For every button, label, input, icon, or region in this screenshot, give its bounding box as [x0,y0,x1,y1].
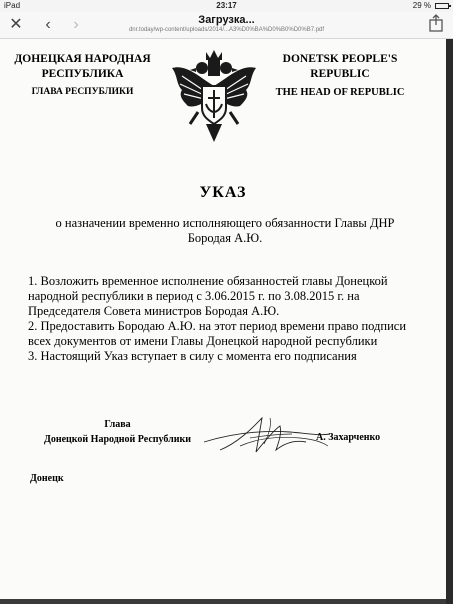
battery-percent: 29 % [412,1,431,10]
letterhead-left-line1: ДОНЕЦКАЯ НАРОДНАЯ [14,53,151,65]
city-label: Донецк [30,473,64,484]
url-display[interactable]: dnr.today/wp-content/uploads/2014/...A3%D0%BA%D0%B0%D0%B7.pdf [128,27,325,33]
letterhead-right-line2: REPUBLIC [310,68,370,80]
page-title: Загрузка... [198,14,255,26]
browser-nav-bar [0,12,453,39]
decree-item-2: 2. Предоставить Бородаю А.Ю. на этот период времени право подписи всех документов от имени Главы Донецкой народной республики [28,319,407,348]
signatory-title-line1: Глава [104,419,131,430]
signatory-title-line2: Донецкой Народной Республики [43,434,192,445]
chevron-right-icon[interactable]: › [73,16,79,33]
decree-title: УКАЗ [199,184,247,201]
letterhead-left-line2: РЕСПУБЛИКА [41,68,124,80]
letterhead-left-line3: ГЛАВА РЕСПУБЛИКИ [31,87,134,97]
letterhead-left [10,52,155,100]
page-edge-shadow [446,39,453,604]
share-icon[interactable] [426,14,446,34]
handwritten-signature [200,412,335,458]
page-bottom-shadow [0,599,446,604]
status-bar [0,0,453,12]
coat-of-arms-icon [168,46,260,146]
letterhead-right-line1: DONETSK PEOPLE'S [282,53,398,65]
chevron-left-icon[interactable]: ‹ [45,16,51,33]
letterhead-right-line3: THE HEAD OF REPUBLIC [275,87,405,98]
letterhead-right [272,52,408,100]
subject-line-1: о назначении временно исполняющего обязанности Главы ДНР [55,216,395,230]
signatory-title [30,417,205,447]
subject-line-2: Бородая А.Ю. [187,231,263,245]
battery-icon [435,3,449,9]
clock: 23:17 [216,1,237,10]
signatory-name: А. Захарченко [316,432,381,443]
carrier-label: iPad [4,1,21,10]
decree-item-1: 1. Возложить временное исполнение обязанностей главы Донецкой народной республики в период с 3.06.2015 г. по 3.08.2015 г. на Председателя Совета министров Бородая А.Ю. [28,274,388,318]
decree-body [28,274,422,364]
decree-subject [30,216,420,246]
close-icon[interactable]: ✕ [9,16,23,33]
decree-item-3: 3. Настоящий Указ вступает в силу с момента его подписания [28,349,357,363]
